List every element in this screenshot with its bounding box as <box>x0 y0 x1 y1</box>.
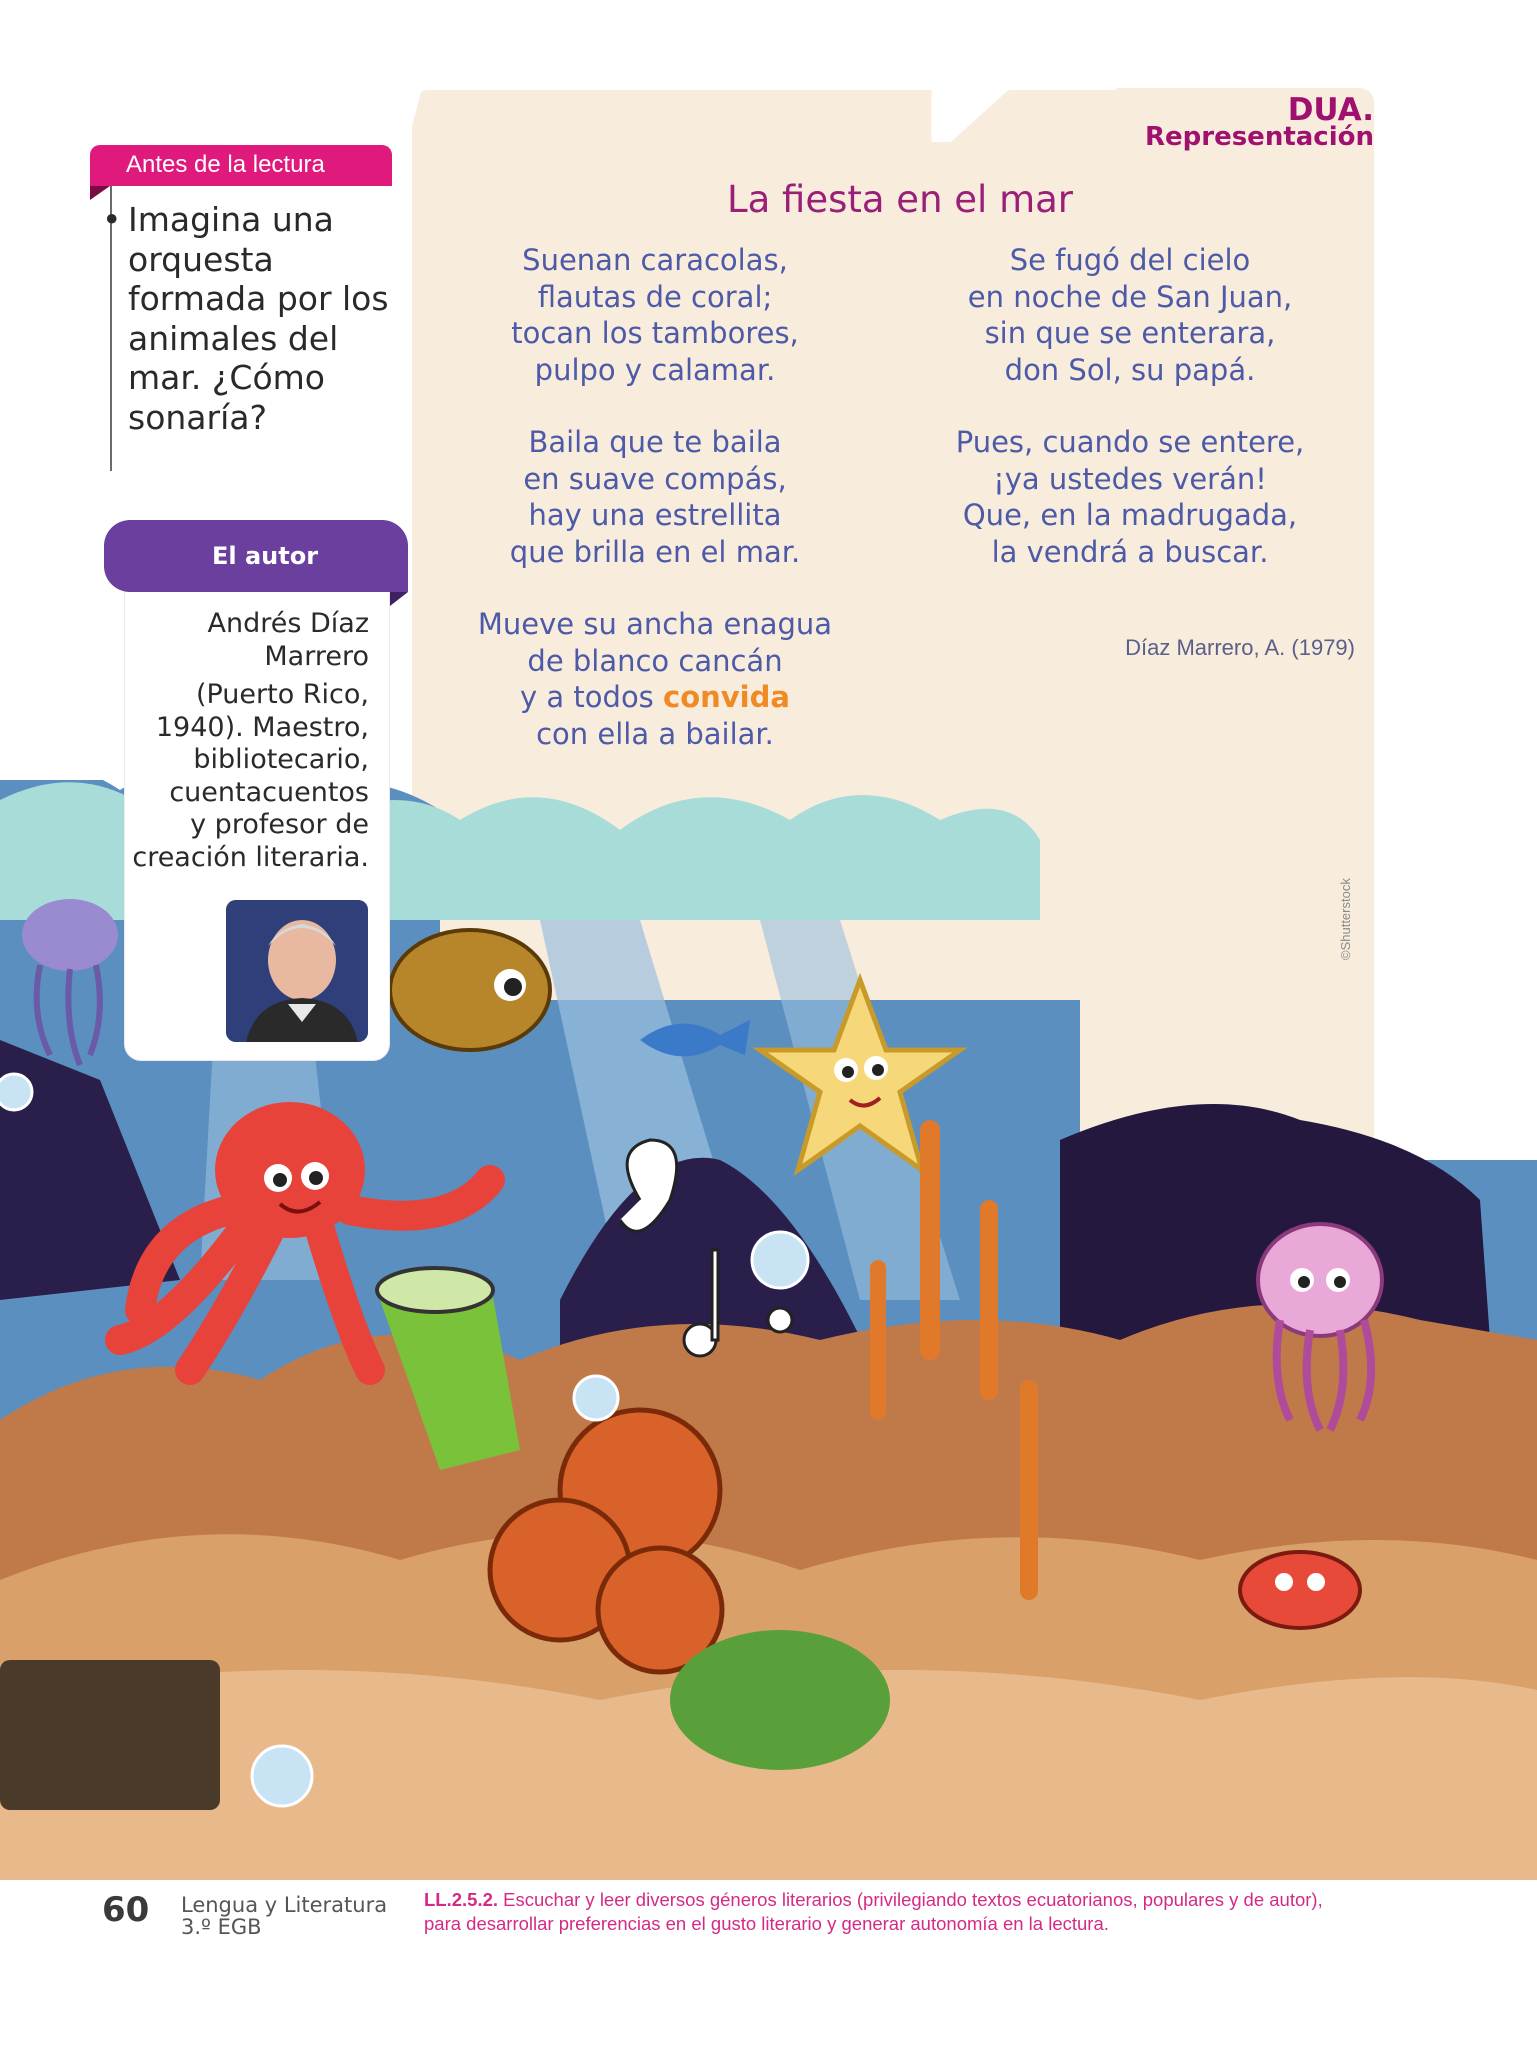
poem-stanza-2 <box>480 424 830 570</box>
green-coral <box>670 1630 890 1770</box>
pufferfish <box>390 930 550 1050</box>
author-portrait <box>226 900 368 1042</box>
dua-title: DUA. <box>1287 92 1374 128</box>
label-fold <box>90 186 110 200</box>
poem-line: en suave compás, <box>523 461 787 496</box>
before-reading-label: Antes de la lectura <box>90 145 392 186</box>
author-photo <box>226 900 368 1042</box>
dua-subtitle: Representación <box>1144 122 1374 152</box>
poem-line <box>455 679 855 716</box>
poem-line: la vendrá a buscar. <box>991 534 1269 569</box>
bio-line: cuentacuentos <box>169 776 369 808</box>
subject-line: Lengua y Literatura <box>181 1893 388 1917</box>
poem-line: Suenan caracolas, <box>522 243 788 277</box>
poem-line: ¡ya ustedes verán! <box>993 461 1267 496</box>
poem-line: en noche de San Juan, <box>967 279 1293 314</box>
bio-line: 1940). Maestro, <box>155 711 369 743</box>
criterion-code: LL.2.5.2. <box>424 1889 499 1910</box>
poem-line: con ella a bailar. <box>536 716 774 751</box>
poem-line: don Sol, su papá. <box>1004 352 1256 387</box>
before-reading-prompt <box>102 200 398 437</box>
image-credit: ©Shutterstock <box>1338 878 1353 960</box>
poem-line: Mueve su ancha enagua <box>477 607 833 641</box>
grade-line: 3.º EGB <box>181 1915 262 1939</box>
treasure-chest <box>0 1660 220 1810</box>
poem-stanza-4 <box>930 242 1330 388</box>
poem-line: pulpo y calamar. <box>534 352 776 387</box>
page-number: 60 <box>102 1890 150 1930</box>
poem-line: Baila que te baila <box>528 425 782 459</box>
bio-line: bibliotecario, <box>193 744 369 775</box>
poem-title: La fiesta en el mar <box>726 178 1074 221</box>
poem-line: flautas de coral; <box>537 279 773 314</box>
author-label: El autor <box>104 520 408 592</box>
author-bio <box>125 608 369 874</box>
poem-stanza-3 <box>455 606 855 752</box>
poem-line: tocan los tambores, <box>511 316 799 350</box>
poem-citation: Díaz Marrero, A. (1979) <box>1125 635 1355 660</box>
poem-line: hay una estrellita <box>528 498 782 532</box>
curriculum-criterion <box>424 1888 1344 1936</box>
poem-line: Que, en la madrugada, <box>962 498 1298 532</box>
criterion-text: Escuchar y leer diversos géneros literarios (privilegiando textos ecuatorianos, populares y de autor), para desarrollar preferencias en el gusto literario y generar autonomía en la lectura. <box>424 1889 1323 1934</box>
subject-label <box>181 1894 387 1938</box>
highlighted-word: convida <box>663 680 790 714</box>
poem-stanza-1 <box>480 242 830 388</box>
poem-line: Pues, cuando se entere, <box>955 425 1305 459</box>
label-fold <box>390 592 408 606</box>
poem-line: sin que se enterara, <box>984 316 1276 350</box>
bio-line: Marrero <box>264 640 369 672</box>
bullet-icon: • <box>102 200 122 239</box>
prompt-text: Imagina una orquesta formada por los animales del mar. ¿Cómo sonaría? <box>128 200 389 437</box>
poem-line-text: y a todos <box>520 680 664 714</box>
crab <box>1240 1552 1360 1628</box>
bio-line: creación literaria. <box>132 841 369 873</box>
poem-line: de blanco cancán <box>527 643 783 678</box>
poem-stanza-5 <box>930 424 1330 570</box>
bio-line: y profesor de <box>190 809 369 840</box>
poem-line: que brilla en el mar. <box>509 534 801 569</box>
bio-line: Andrés Díaz <box>207 608 369 639</box>
bio-line: (Puerto Rico, <box>195 679 369 710</box>
poem-line: Se fugó del cielo <box>1009 243 1251 277</box>
